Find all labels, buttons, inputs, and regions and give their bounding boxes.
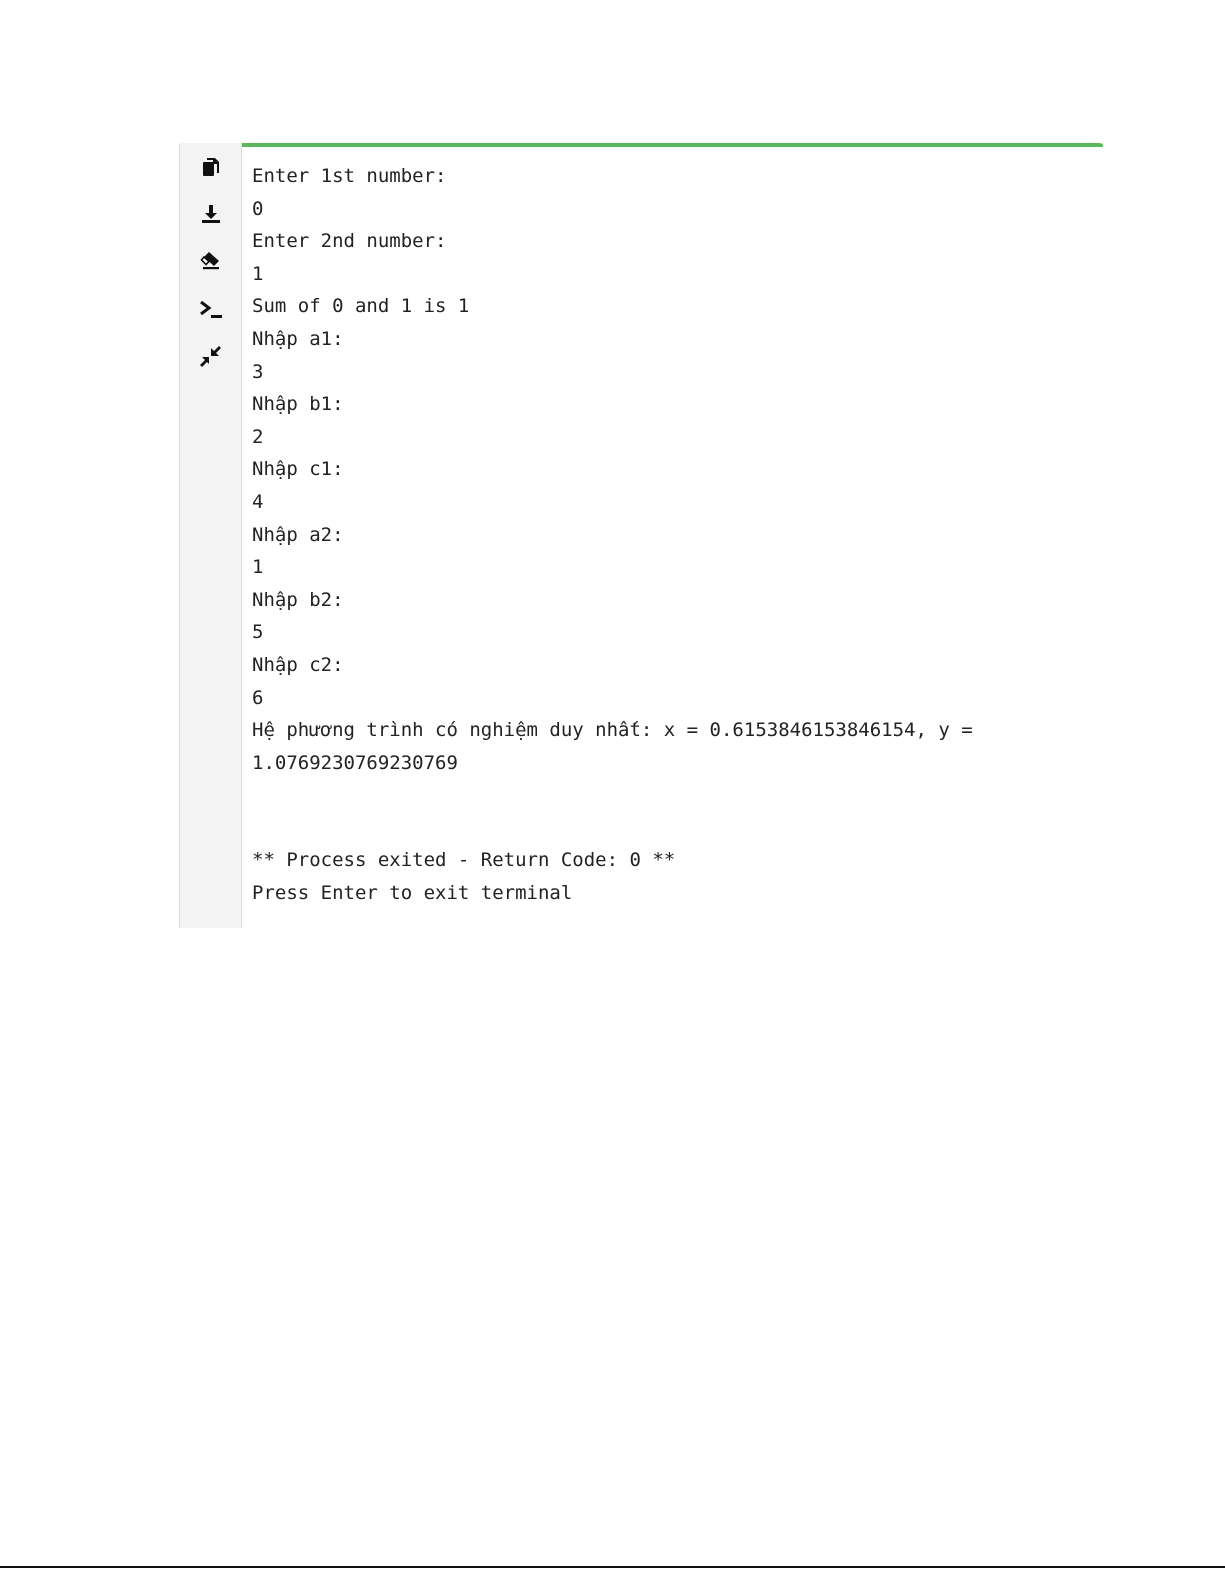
eraser-icon xyxy=(200,249,222,271)
output-line: Nhập a1: xyxy=(252,327,344,350)
output-line: 6 xyxy=(252,686,264,709)
output-line: ** Process exited - Return Code: 0 ** xyxy=(252,849,676,872)
output-line: Nhập c1: xyxy=(252,458,344,481)
output-line: Enter 1st number: xyxy=(252,165,447,187)
output-line: Sum of 0 and 1 is 1 xyxy=(252,295,470,318)
terminal-button[interactable] xyxy=(196,294,226,324)
compress-icon xyxy=(199,344,223,368)
copy-button[interactable] xyxy=(196,153,226,183)
output-line: Enter 2nd number: xyxy=(252,230,447,253)
download-button[interactable] xyxy=(196,199,226,229)
output-line: 1.0769230769230769 xyxy=(252,751,458,774)
output-console xyxy=(179,143,1103,928)
console-toolbar xyxy=(179,143,242,928)
output-line: Hệ phương trình có nghiệm duy nhất: x = 0.6153846153846154, y = xyxy=(252,719,973,742)
page-divider xyxy=(0,1566,1225,1568)
minimize-button[interactable] xyxy=(196,341,226,371)
output-line: 0 xyxy=(252,197,264,220)
copy-icon xyxy=(201,157,221,179)
terminal-output xyxy=(252,160,1092,910)
output-line: 2 xyxy=(252,425,264,448)
execution-status-bar xyxy=(242,143,1103,147)
output-line: Nhập c2: xyxy=(252,653,344,676)
output-line: 4 xyxy=(252,490,264,513)
output-line: Nhập b1: xyxy=(252,393,344,416)
clear-button[interactable] xyxy=(196,245,226,275)
output-line xyxy=(252,812,1092,845)
output-line xyxy=(252,779,1092,812)
output-line: 5 xyxy=(252,621,264,644)
output-line: 3 xyxy=(252,360,264,383)
output-line: 1 xyxy=(252,262,264,285)
output-line: Nhập b2: xyxy=(252,588,344,611)
output-line: Press Enter to exit terminal xyxy=(252,882,573,905)
output-line: 1 xyxy=(252,556,264,579)
terminal-icon xyxy=(198,298,224,320)
download-icon xyxy=(200,203,222,225)
output-line: Nhập a2: xyxy=(252,523,344,546)
